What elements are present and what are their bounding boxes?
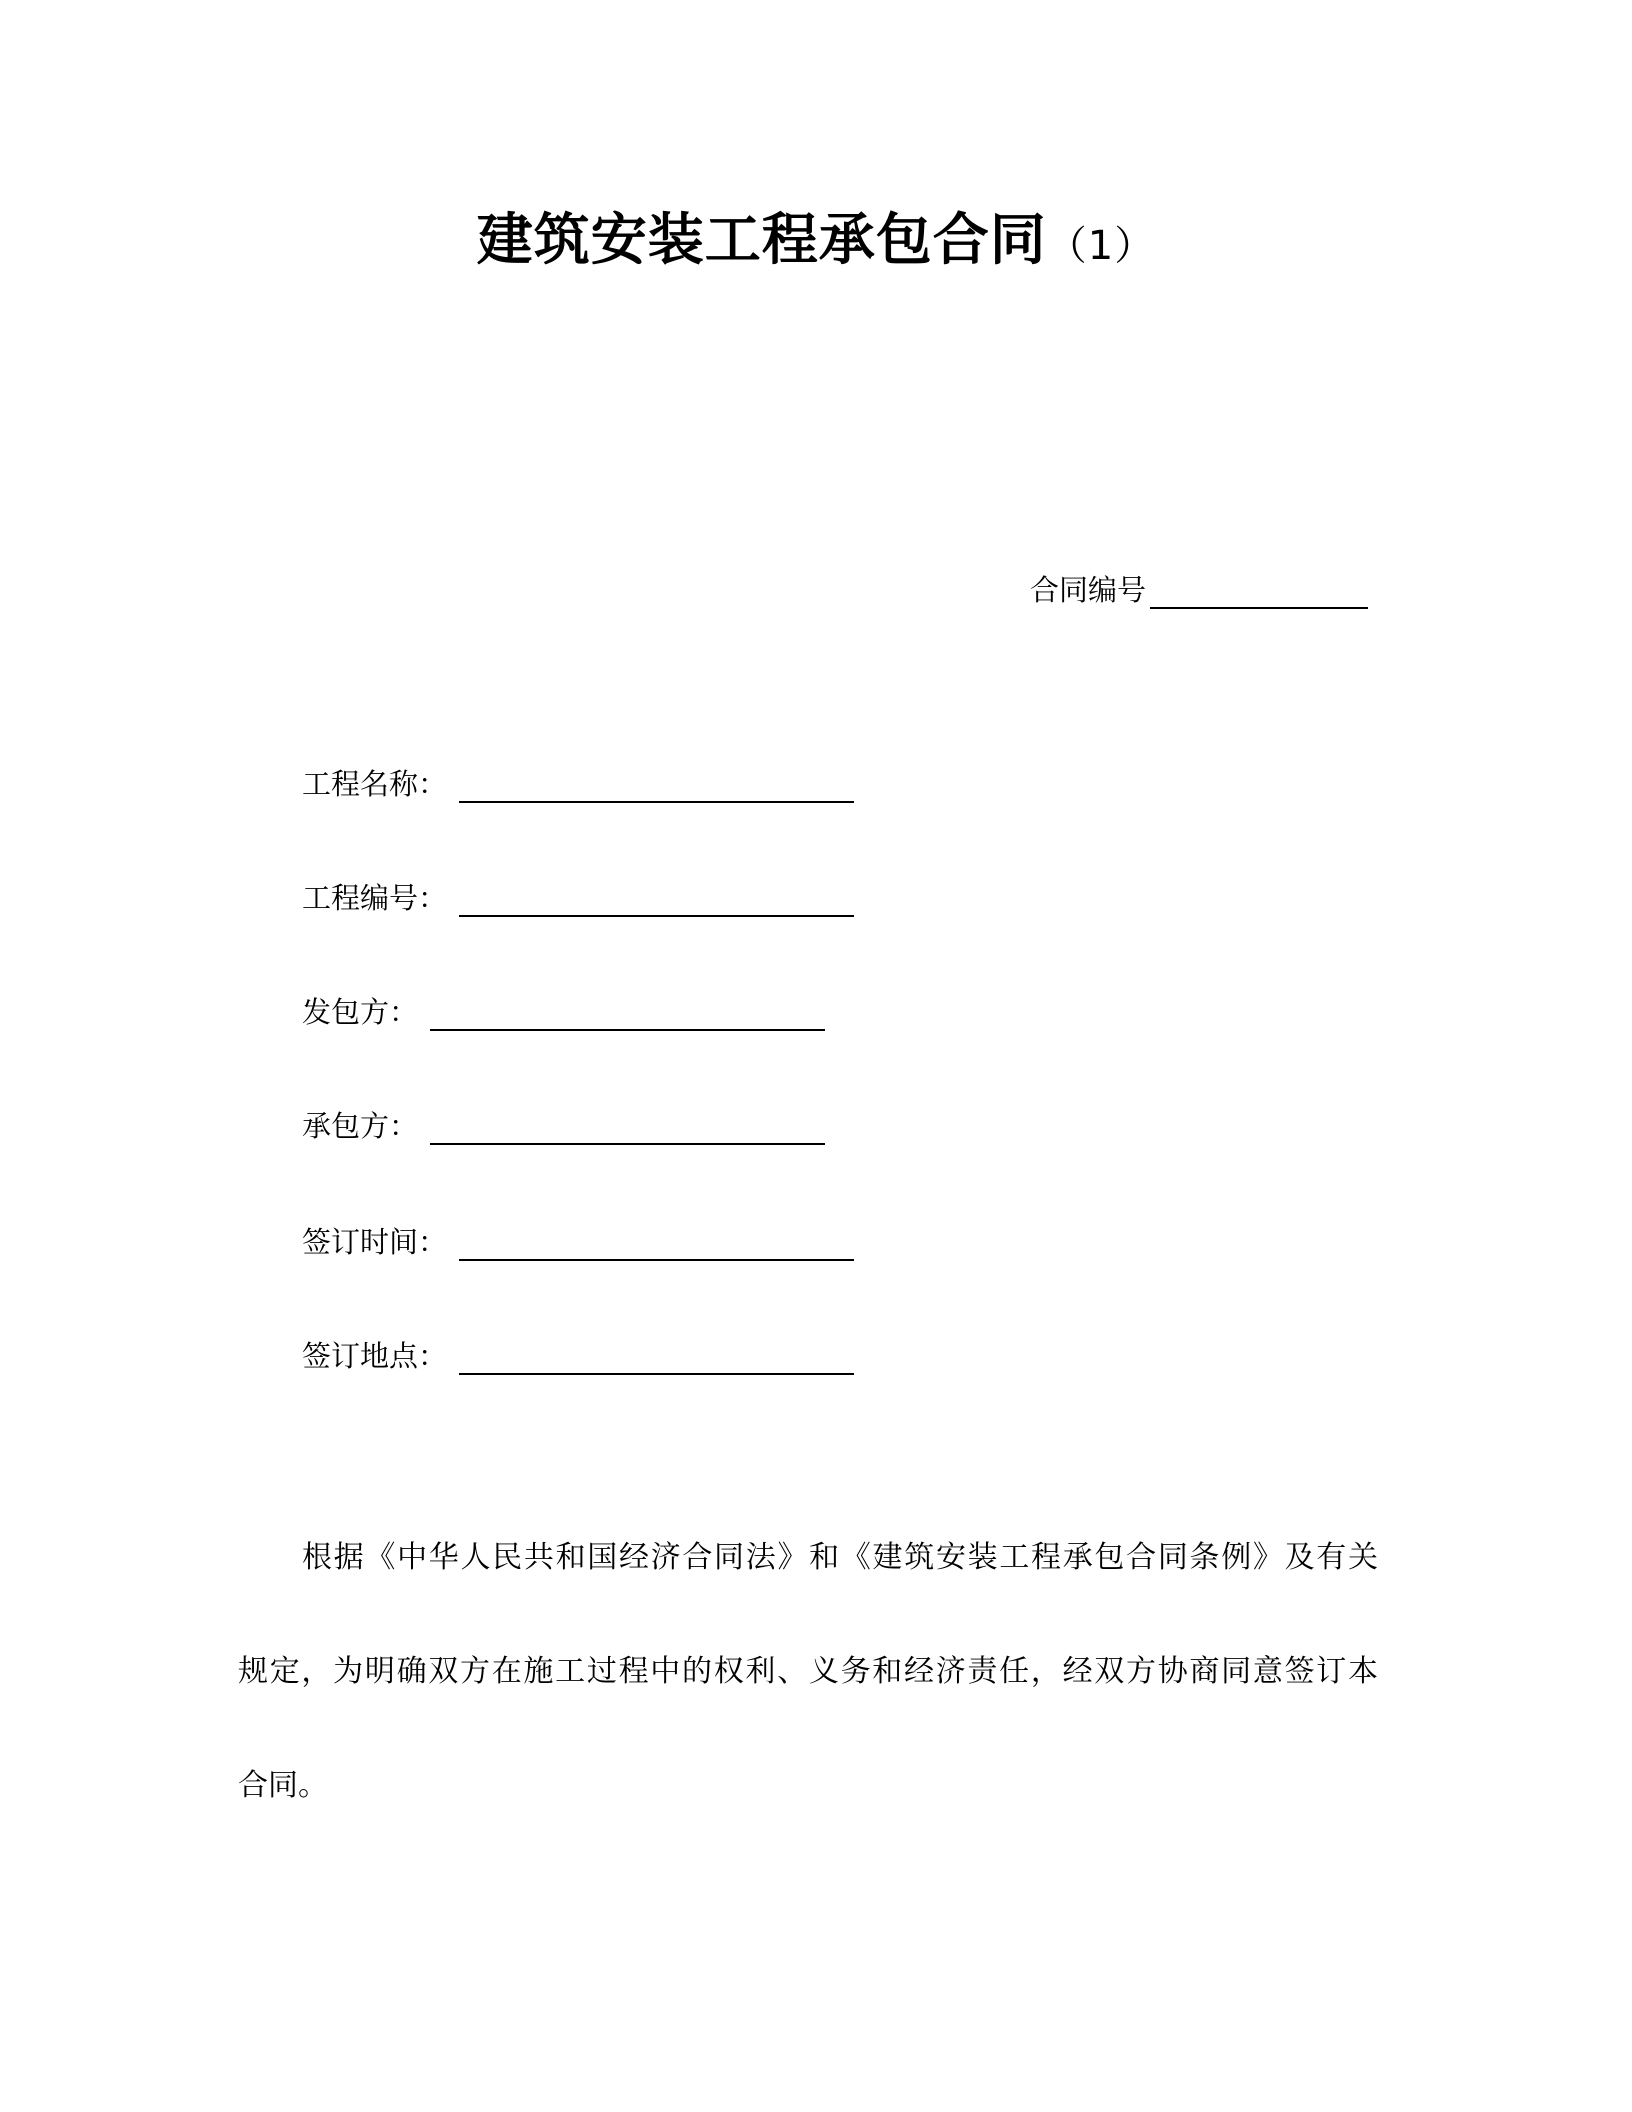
paragraph-line: 规定，为明确双方在施工过程中的权利、义务和经济责任，经双方协商同意签订本 xyxy=(238,1654,1378,1689)
field-label: 签订地点： xyxy=(302,1339,448,1373)
paragraph-line: 合同。 xyxy=(238,1768,328,1803)
field-employer xyxy=(302,990,825,1031)
title-suffix: （1） xyxy=(1046,223,1156,269)
employer-blank[interactable] xyxy=(430,995,825,1031)
signing-place-blank[interactable] xyxy=(459,1339,854,1375)
project-name-blank[interactable] xyxy=(459,767,854,803)
contractor-blank[interactable] xyxy=(430,1109,825,1145)
field-label: 工程名称： xyxy=(302,767,448,801)
contract-number-label: 合同编号 xyxy=(1030,573,1147,607)
field-label: 发包方： xyxy=(302,995,419,1029)
field-label: 签订时间： xyxy=(302,1225,448,1259)
title-main: 建筑安装工程承包合同 xyxy=(476,208,1047,273)
field-project-number xyxy=(302,876,854,917)
field-project-name xyxy=(302,762,854,803)
document-title xyxy=(0,196,1632,276)
contract-number-blank[interactable] xyxy=(1150,573,1368,609)
field-signing-place xyxy=(302,1334,854,1375)
contract-number xyxy=(1030,568,1368,609)
field-signing-date xyxy=(302,1220,854,1261)
field-contractor xyxy=(302,1104,825,1145)
field-label: 承包方： xyxy=(302,1109,419,1143)
signing-date-blank[interactable] xyxy=(459,1225,854,1261)
field-label: 工程编号： xyxy=(302,881,448,915)
project-number-blank[interactable] xyxy=(459,881,854,917)
paragraph-line: 根据《中华人民共和国经济合同法》和《建筑安装工程承包合同条例》及有关 xyxy=(302,1540,1378,1575)
